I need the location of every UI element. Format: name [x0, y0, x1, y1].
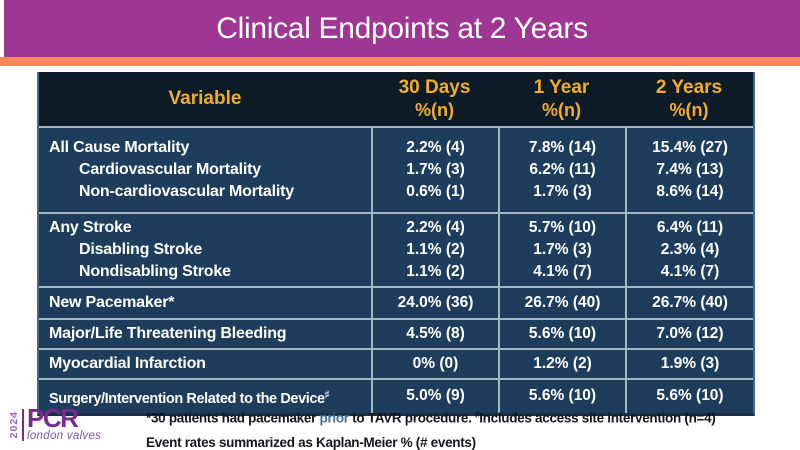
footnote-line-2: Event rates summarized as Kaplan-Meier % (# events)	[146, 434, 476, 450]
table-value: 0% (0)	[412, 355, 459, 372]
value-cell-30-days	[371, 128, 498, 212]
table-value: 1.7% (3)	[533, 183, 592, 200]
table-value: 6.2% (11)	[529, 161, 596, 178]
table-row-myocardial-infarction	[39, 350, 753, 380]
logo-divider	[22, 409, 24, 441]
variable-cell	[39, 320, 371, 348]
value-cell-1-year	[498, 320, 625, 348]
row-label-disabling-stroke: Disabling Stroke	[79, 241, 203, 258]
value-cell-2-years	[625, 214, 753, 286]
table-value: 2.3% (4)	[660, 241, 720, 258]
table-value: 5.6% (10)	[528, 387, 597, 405]
table-value: 2.2% (4)	[406, 219, 465, 236]
row-label-all-cause-mortality: All Cause Mortality	[49, 139, 190, 156]
footnotes	[146, 404, 798, 450]
column-header-label: 2 Years	[655, 77, 723, 98]
value-cell-1-year	[498, 288, 625, 318]
table-value: 24.0% (36)	[397, 294, 474, 311]
slide-title-bar	[4, 0, 800, 57]
row-label-cardiovascular-mortality: Cardiovascular Mortality	[79, 161, 261, 178]
column-header-1-year	[498, 72, 625, 126]
row-label-nondisabling-stroke: Nondisabling Stroke	[79, 263, 231, 280]
table-value: 5.6% (10)	[528, 325, 597, 342]
value-cell-2-years	[625, 350, 753, 378]
row-label-myocardial-infarction: Myocardial Infarction	[49, 355, 206, 372]
table-value: 4.1% (7)	[660, 263, 720, 280]
column-header-label: 30 Days	[398, 77, 471, 98]
table-value: 5.0% (9)	[406, 387, 465, 405]
column-header-variable	[39, 72, 371, 126]
footnote-highlight-prior: prior	[319, 410, 349, 426]
footnote-line-1	[146, 404, 798, 429]
table-value: 7.8% (14)	[528, 139, 597, 156]
footnote-text: to TAVR procedure.	[348, 410, 476, 426]
value-cell-30-days	[371, 288, 498, 318]
value-cell-1-year	[498, 128, 625, 212]
column-header-unit: %(n)	[415, 100, 454, 120]
column-header-unit: %(n)	[542, 100, 581, 120]
value-cell-2-years	[625, 288, 753, 318]
footnote-marker-sharp: ♯	[324, 389, 329, 399]
column-header-30-days	[371, 72, 498, 126]
column-header-unit: %(n)	[669, 100, 709, 120]
table-row-bleeding	[39, 320, 753, 350]
table-value: 15.4% (27)	[652, 139, 728, 156]
table-header-row	[39, 72, 753, 128]
footnote-marker-sharp: ♯	[475, 409, 480, 419]
row-label-new-pacemaker: New Pacemaker*	[49, 294, 175, 311]
table-value: 26.7% (40)	[652, 294, 728, 311]
logo-year: 2024	[8, 411, 20, 439]
column-header-label: Variable	[168, 88, 242, 109]
row-label-any-stroke: Any Stroke	[49, 219, 132, 236]
pcr-london-valves-logo	[8, 403, 101, 447]
column-header-2-years	[625, 72, 753, 126]
value-cell-30-days	[371, 320, 498, 348]
footnote-text: Includes access site intervention (n=4)	[479, 410, 716, 426]
table-value: 0.6% (1)	[406, 183, 465, 200]
table-value: 7.0% (12)	[656, 325, 724, 342]
value-cell-2-years	[625, 128, 753, 212]
logo-subtitle: london valves	[27, 430, 102, 442]
table-value: 26.7% (40)	[524, 294, 601, 311]
value-cell-1-year	[498, 350, 625, 378]
table-value: 4.5% (8)	[406, 325, 465, 342]
column-header-label: 1 Year	[533, 77, 590, 98]
table-value: 6.4% (11)	[656, 219, 724, 236]
value-cell-1-year	[498, 214, 625, 286]
value-cell-30-days	[371, 350, 498, 378]
logo-main	[27, 403, 102, 443]
table-value: 7.4% (13)	[656, 161, 724, 178]
footnote-text: *30 patients had pacemaker	[146, 410, 320, 426]
table-value: 5.6% (10)	[656, 387, 724, 405]
table-value: 8.6% (14)	[656, 183, 724, 200]
row-label-bleeding: Major/Life Threatening Bleeding	[49, 325, 287, 342]
table-value: 1.1% (2)	[406, 263, 465, 280]
variable-cell	[39, 214, 371, 286]
variable-cell	[39, 128, 371, 212]
table-value: 1.2% (2)	[533, 355, 592, 372]
table-row-new-pacemaker	[39, 288, 753, 320]
table-group-mortality	[39, 128, 753, 214]
variable-cell	[39, 350, 371, 378]
table-value: 2.2% (4)	[406, 139, 465, 156]
logo-name: PCR	[27, 403, 78, 433]
clinical-endpoints-table	[37, 72, 755, 416]
variable-cell	[39, 288, 371, 318]
table-value: 5.7% (10)	[528, 219, 597, 236]
slide-title: Clinical Endpoints at 2 Years	[216, 11, 588, 45]
table-value: 1.7% (3)	[406, 161, 465, 178]
value-cell-30-days	[371, 214, 498, 286]
accent-stripe	[0, 57, 800, 66]
row-label-non-cardiovascular-mortality: Non-cardiovascular Mortality	[79, 183, 294, 200]
table-value: 1.1% (2)	[406, 241, 465, 258]
value-cell-2-years	[625, 320, 753, 348]
table-value: 4.1% (7)	[533, 263, 592, 280]
table-group-stroke	[39, 214, 753, 288]
row-label-text: Surgery/Intervention Related to the Device	[49, 390, 325, 407]
table-value: 1.9% (3)	[660, 355, 720, 372]
table-value: 1.7% (3)	[533, 241, 592, 258]
